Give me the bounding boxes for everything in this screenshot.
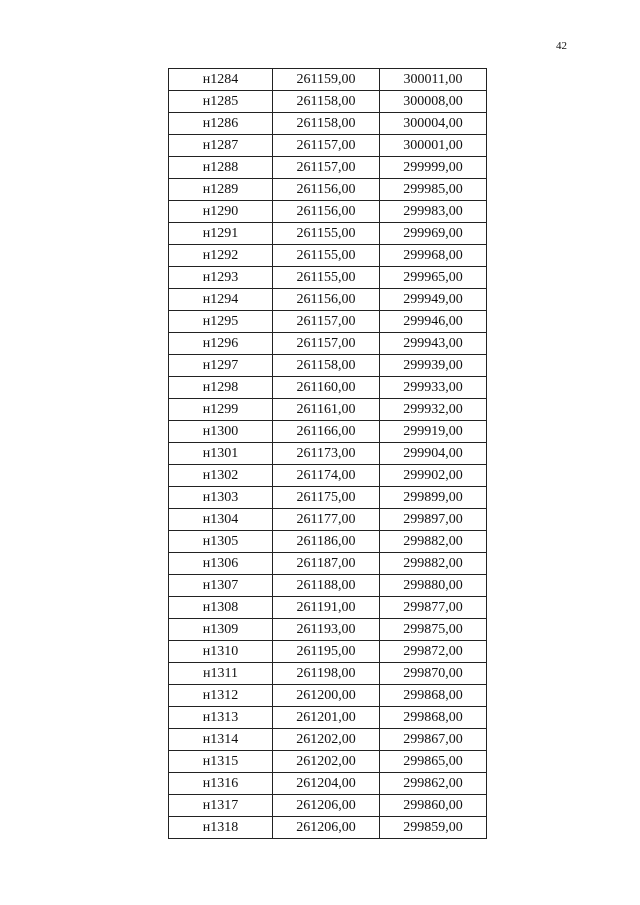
y-coordinate-cell: 299965,00 xyxy=(380,267,487,289)
table-row xyxy=(169,91,487,113)
table-row xyxy=(169,245,487,267)
point-name-cell: н1288 xyxy=(169,157,273,179)
point-name-cell: н1318 xyxy=(169,817,273,839)
table-row xyxy=(169,795,487,817)
coordinates-table xyxy=(168,68,487,839)
point-name-cell: н1305 xyxy=(169,531,273,553)
table-row xyxy=(169,113,487,135)
y-coordinate-cell: 300004,00 xyxy=(380,113,487,135)
table-row xyxy=(169,817,487,839)
x-coordinate-cell: 261206,00 xyxy=(273,817,380,839)
y-coordinate-cell: 299868,00 xyxy=(380,685,487,707)
x-coordinate-cell: 261204,00 xyxy=(273,773,380,795)
point-name-cell: н1297 xyxy=(169,355,273,377)
y-coordinate-cell: 299870,00 xyxy=(380,663,487,685)
x-coordinate-cell: 261187,00 xyxy=(273,553,380,575)
point-name-cell: н1311 xyxy=(169,663,273,685)
point-name-cell: н1301 xyxy=(169,443,273,465)
point-name-cell: н1291 xyxy=(169,223,273,245)
point-name-cell: н1293 xyxy=(169,267,273,289)
x-coordinate-cell: 261160,00 xyxy=(273,377,380,399)
table-row xyxy=(169,443,487,465)
table-row xyxy=(169,399,487,421)
table-row xyxy=(169,289,487,311)
y-coordinate-cell: 299946,00 xyxy=(380,311,487,333)
x-coordinate-cell: 261157,00 xyxy=(273,157,380,179)
point-name-cell: н1292 xyxy=(169,245,273,267)
x-coordinate-cell: 261158,00 xyxy=(273,91,380,113)
x-coordinate-cell: 261155,00 xyxy=(273,245,380,267)
table-row xyxy=(169,333,487,355)
table-row xyxy=(169,421,487,443)
table-row xyxy=(169,663,487,685)
x-coordinate-cell: 261191,00 xyxy=(273,597,380,619)
x-coordinate-cell: 261206,00 xyxy=(273,795,380,817)
x-coordinate-cell: 261159,00 xyxy=(273,69,380,91)
x-coordinate-cell: 261173,00 xyxy=(273,443,380,465)
point-name-cell: н1298 xyxy=(169,377,273,399)
y-coordinate-cell: 299919,00 xyxy=(380,421,487,443)
table-row xyxy=(169,355,487,377)
table-row xyxy=(169,685,487,707)
table-row xyxy=(169,267,487,289)
table-row xyxy=(169,487,487,509)
point-name-cell: н1289 xyxy=(169,179,273,201)
x-coordinate-cell: 261202,00 xyxy=(273,729,380,751)
table-row xyxy=(169,377,487,399)
y-coordinate-cell: 299877,00 xyxy=(380,597,487,619)
y-coordinate-cell: 300001,00 xyxy=(380,135,487,157)
x-coordinate-cell: 261157,00 xyxy=(273,333,380,355)
y-coordinate-cell: 299862,00 xyxy=(380,773,487,795)
table-row xyxy=(169,201,487,223)
point-name-cell: н1290 xyxy=(169,201,273,223)
y-coordinate-cell: 299968,00 xyxy=(380,245,487,267)
x-coordinate-cell: 261157,00 xyxy=(273,311,380,333)
point-name-cell: н1296 xyxy=(169,333,273,355)
point-name-cell: н1316 xyxy=(169,773,273,795)
x-coordinate-cell: 261177,00 xyxy=(273,509,380,531)
table-row xyxy=(169,135,487,157)
coordinates-table-body xyxy=(169,69,487,839)
table-row xyxy=(169,157,487,179)
y-coordinate-cell: 299933,00 xyxy=(380,377,487,399)
point-name-cell: н1287 xyxy=(169,135,273,157)
x-coordinate-cell: 261198,00 xyxy=(273,663,380,685)
x-coordinate-cell: 261158,00 xyxy=(273,113,380,135)
y-coordinate-cell: 299904,00 xyxy=(380,443,487,465)
point-name-cell: н1285 xyxy=(169,91,273,113)
table-row xyxy=(169,531,487,553)
point-name-cell: н1300 xyxy=(169,421,273,443)
x-coordinate-cell: 261158,00 xyxy=(273,355,380,377)
y-coordinate-cell: 299880,00 xyxy=(380,575,487,597)
x-coordinate-cell: 261155,00 xyxy=(273,267,380,289)
x-coordinate-cell: 261156,00 xyxy=(273,179,380,201)
y-coordinate-cell: 299867,00 xyxy=(380,729,487,751)
x-coordinate-cell: 261188,00 xyxy=(273,575,380,597)
point-name-cell: н1313 xyxy=(169,707,273,729)
point-name-cell: н1317 xyxy=(169,795,273,817)
y-coordinate-cell: 299865,00 xyxy=(380,751,487,773)
y-coordinate-cell: 299875,00 xyxy=(380,619,487,641)
point-name-cell: н1308 xyxy=(169,597,273,619)
y-coordinate-cell: 299932,00 xyxy=(380,399,487,421)
y-coordinate-cell: 299943,00 xyxy=(380,333,487,355)
point-name-cell: н1315 xyxy=(169,751,273,773)
y-coordinate-cell: 299902,00 xyxy=(380,465,487,487)
y-coordinate-cell: 299859,00 xyxy=(380,817,487,839)
point-name-cell: н1295 xyxy=(169,311,273,333)
x-coordinate-cell: 261156,00 xyxy=(273,201,380,223)
x-coordinate-cell: 261200,00 xyxy=(273,685,380,707)
y-coordinate-cell: 299983,00 xyxy=(380,201,487,223)
table-row xyxy=(169,553,487,575)
x-coordinate-cell: 261174,00 xyxy=(273,465,380,487)
point-name-cell: н1302 xyxy=(169,465,273,487)
y-coordinate-cell: 299985,00 xyxy=(380,179,487,201)
x-coordinate-cell: 261201,00 xyxy=(273,707,380,729)
page-number: 42 xyxy=(556,40,567,52)
point-name-cell: н1284 xyxy=(169,69,273,91)
point-name-cell: н1307 xyxy=(169,575,273,597)
x-coordinate-cell: 261155,00 xyxy=(273,223,380,245)
x-coordinate-cell: 261195,00 xyxy=(273,641,380,663)
y-coordinate-cell: 299969,00 xyxy=(380,223,487,245)
point-name-cell: н1312 xyxy=(169,685,273,707)
y-coordinate-cell: 299899,00 xyxy=(380,487,487,509)
table-row xyxy=(169,751,487,773)
point-name-cell: н1303 xyxy=(169,487,273,509)
y-coordinate-cell: 299882,00 xyxy=(380,553,487,575)
table-row xyxy=(169,707,487,729)
point-name-cell: н1286 xyxy=(169,113,273,135)
table-row xyxy=(169,69,487,91)
table-row xyxy=(169,729,487,751)
table-row xyxy=(169,509,487,531)
y-coordinate-cell: 299999,00 xyxy=(380,157,487,179)
y-coordinate-cell: 299882,00 xyxy=(380,531,487,553)
x-coordinate-cell: 261186,00 xyxy=(273,531,380,553)
table-row xyxy=(169,311,487,333)
y-coordinate-cell: 299868,00 xyxy=(380,707,487,729)
y-coordinate-cell: 299939,00 xyxy=(380,355,487,377)
x-coordinate-cell: 261193,00 xyxy=(273,619,380,641)
x-coordinate-cell: 261161,00 xyxy=(273,399,380,421)
table-row xyxy=(169,619,487,641)
table-row xyxy=(169,641,487,663)
table-row xyxy=(169,179,487,201)
x-coordinate-cell: 261157,00 xyxy=(273,135,380,157)
table-row xyxy=(169,465,487,487)
table-row xyxy=(169,223,487,245)
point-name-cell: н1306 xyxy=(169,553,273,575)
table-row xyxy=(169,773,487,795)
point-name-cell: н1314 xyxy=(169,729,273,751)
x-coordinate-cell: 261166,00 xyxy=(273,421,380,443)
y-coordinate-cell: 299949,00 xyxy=(380,289,487,311)
y-coordinate-cell: 300008,00 xyxy=(380,91,487,113)
x-coordinate-cell: 261175,00 xyxy=(273,487,380,509)
point-name-cell: н1299 xyxy=(169,399,273,421)
table-row xyxy=(169,597,487,619)
x-coordinate-cell: 261202,00 xyxy=(273,751,380,773)
y-coordinate-cell: 299872,00 xyxy=(380,641,487,663)
point-name-cell: н1309 xyxy=(169,619,273,641)
table-row xyxy=(169,575,487,597)
y-coordinate-cell: 300011,00 xyxy=(380,69,487,91)
point-name-cell: н1310 xyxy=(169,641,273,663)
y-coordinate-cell: 299860,00 xyxy=(380,795,487,817)
y-coordinate-cell: 299897,00 xyxy=(380,509,487,531)
point-name-cell: н1294 xyxy=(169,289,273,311)
point-name-cell: н1304 xyxy=(169,509,273,531)
x-coordinate-cell: 261156,00 xyxy=(273,289,380,311)
